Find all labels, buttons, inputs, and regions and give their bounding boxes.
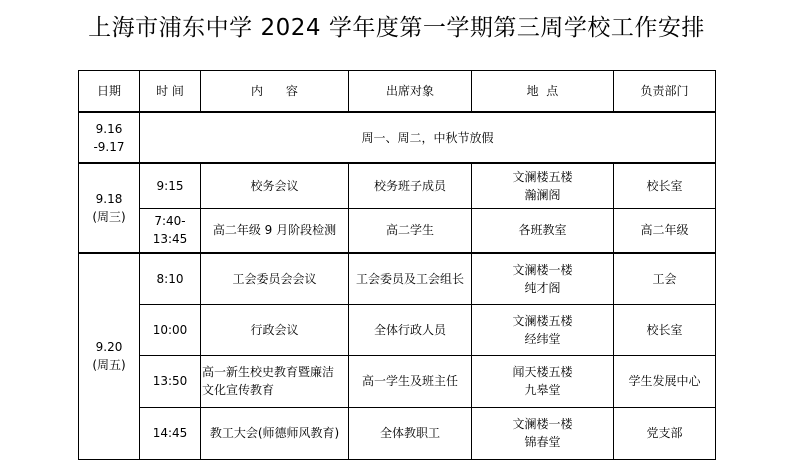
date-line: 9.18	[95, 192, 123, 206]
department-cell: 校长室	[614, 163, 716, 208]
content-line: 高一新生校史教育暨廉洁	[202, 365, 335, 379]
holiday-row	[79, 112, 716, 163]
content-line: 文化宣传教育	[202, 383, 275, 397]
location-cell	[472, 253, 614, 304]
content-cell: 工会委员会会议	[201, 253, 349, 304]
table-row	[79, 355, 716, 407]
time-cell: 8:10	[140, 253, 201, 304]
weekday-line: (周五)	[92, 358, 126, 373]
location-room: 瀚澜阁	[524, 187, 561, 202]
location-building: 文澜楼一楼	[512, 417, 573, 431]
holiday-note: 周一、周二，中秋节放假	[140, 112, 716, 163]
header-content: 内 容	[201, 71, 349, 113]
location-building: 文澜楼一楼	[512, 262, 573, 277]
table-row	[79, 407, 716, 459]
header-row	[79, 71, 716, 113]
attendees-cell: 工会委员及工会组长	[349, 253, 472, 304]
time-cell	[140, 208, 201, 253]
location-room: 经纬堂	[524, 331, 561, 346]
location-building: 文澜楼五楼	[512, 169, 573, 184]
table-row	[79, 304, 716, 355]
content-cell: 高二年级 9 月阶段检测	[201, 208, 349, 253]
content-cell: 行政会议	[201, 304, 349, 355]
attendees-cell: 校务班子成员	[349, 163, 472, 208]
time-line: 13:45	[152, 232, 188, 247]
content-cell: 教工大会(师德师风教育)	[201, 407, 349, 459]
table-row	[79, 163, 716, 208]
time-line: 7:40-	[154, 214, 186, 229]
schedule-table	[78, 70, 716, 460]
department-cell: 校长室	[614, 304, 716, 355]
header-location: 地 点	[472, 71, 614, 113]
date-cell	[79, 163, 140, 253]
location-cell: 各班教室	[472, 208, 614, 253]
date-cell	[79, 112, 140, 163]
department-cell: 学生发展中心	[614, 355, 716, 407]
department-cell: 高二年级	[614, 208, 716, 253]
page-title: 上海市浦东中学 2024 学年度第一学期第三周学校工作安排	[88, 15, 705, 41]
header-date: 日期	[79, 71, 140, 113]
date-line: 9.20	[95, 340, 123, 355]
time-cell: 14:45	[140, 407, 201, 459]
content-cell	[201, 355, 349, 407]
content-cell: 校务会议	[201, 163, 349, 208]
header-time: 时 间	[140, 71, 201, 113]
time-cell: 10:00	[140, 304, 201, 355]
location-cell	[472, 355, 614, 407]
location-cell	[472, 407, 614, 459]
header-attendees: 出席对象	[349, 71, 472, 113]
attendees-cell: 全体教职工	[349, 407, 472, 459]
location-building: 闻天楼五楼	[512, 365, 573, 379]
location-cell	[472, 163, 614, 208]
date-cell	[79, 253, 140, 459]
location-room: 九皋堂	[524, 383, 561, 397]
attendees-cell: 高二学生	[349, 208, 472, 253]
date-line: -9.17	[93, 139, 125, 154]
date-line: 9.16	[95, 121, 123, 136]
department-cell: 工会	[614, 253, 716, 304]
time-cell: 9:15	[140, 163, 201, 208]
department-cell: 党支部	[614, 407, 716, 459]
time-cell: 13:50	[140, 355, 201, 407]
location-building: 文澜楼五楼	[512, 313, 573, 328]
location-room: 锦春堂	[524, 435, 561, 449]
location-room: 纯才阁	[524, 280, 561, 295]
attendees-cell: 高一学生及班主任	[349, 355, 472, 407]
table-row	[79, 253, 716, 304]
location-cell	[472, 304, 614, 355]
table-row	[79, 208, 716, 253]
attendees-cell: 全体行政人员	[349, 304, 472, 355]
header-department: 负责部门	[614, 71, 716, 113]
weekday-line: (周三)	[92, 210, 126, 224]
